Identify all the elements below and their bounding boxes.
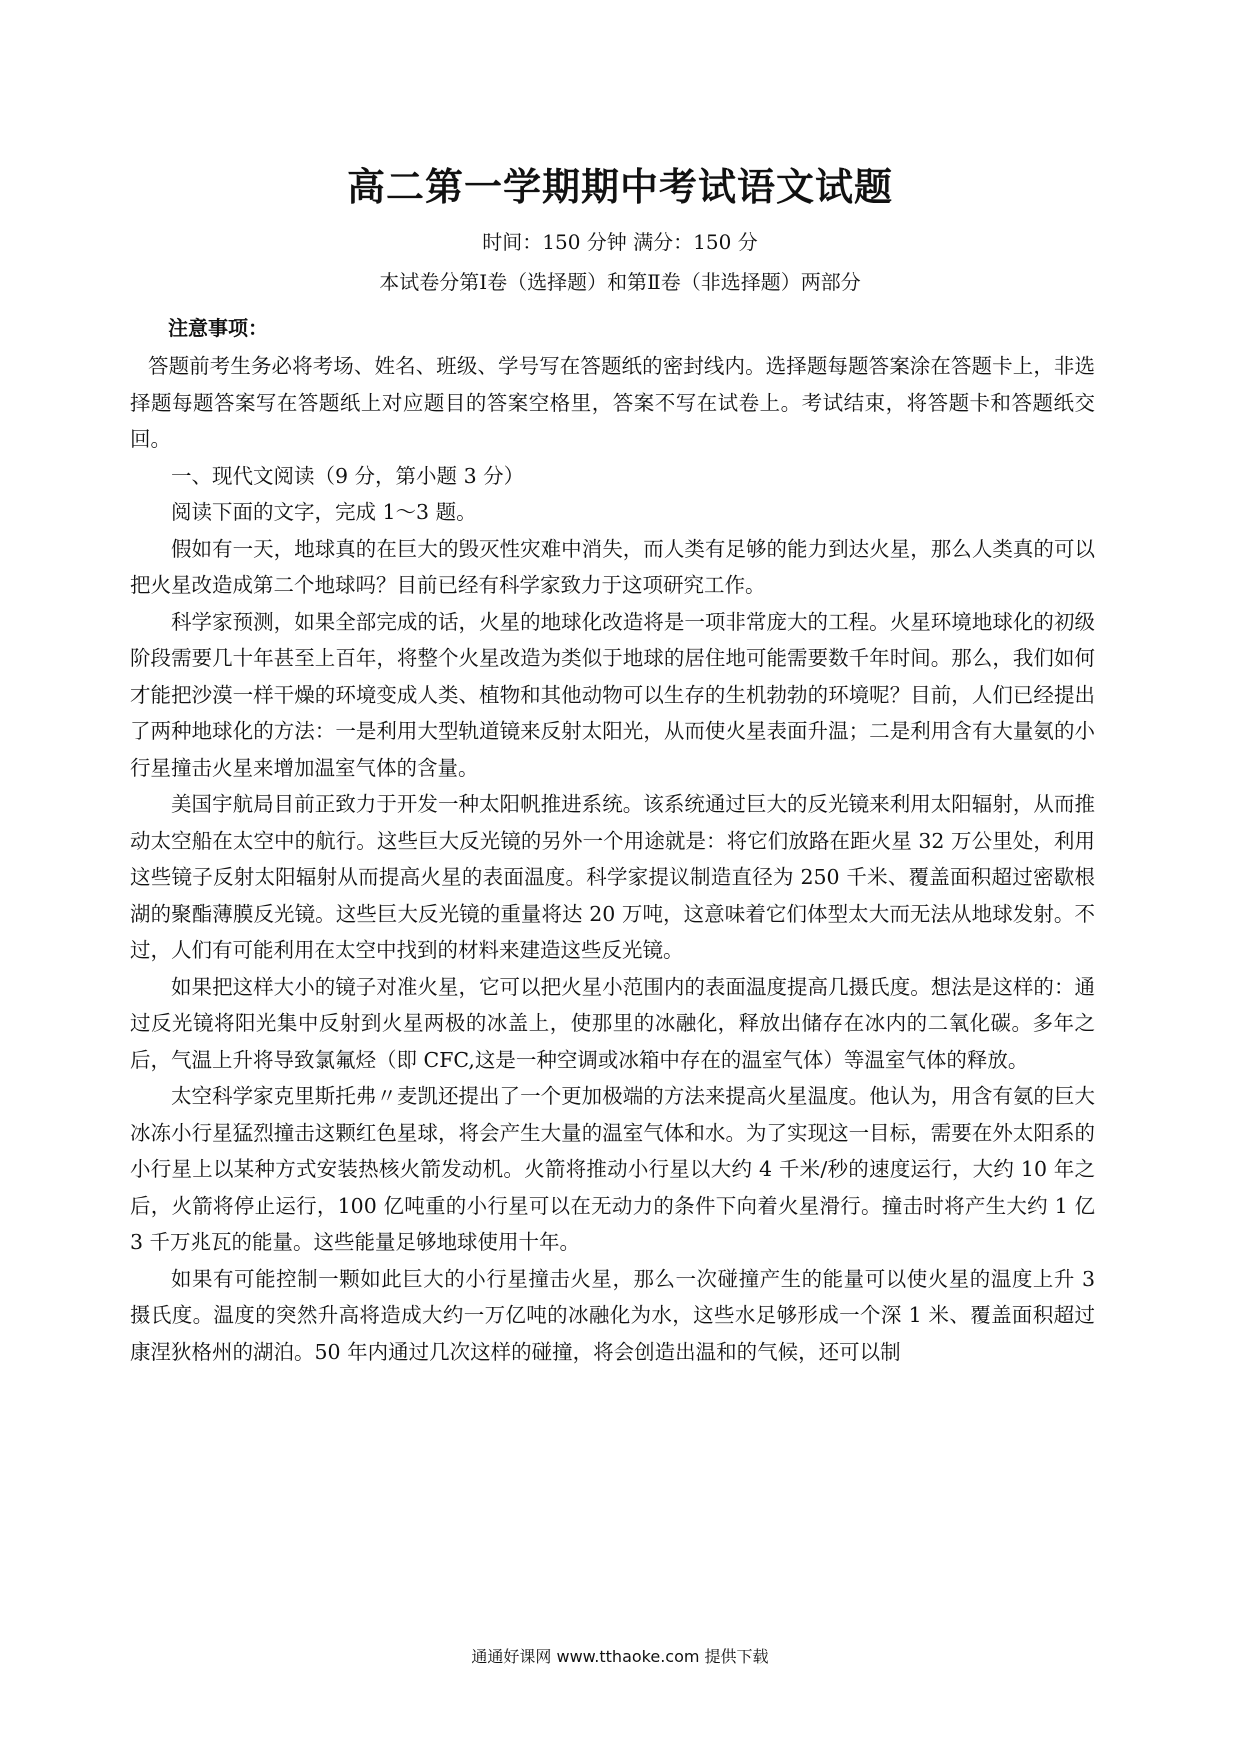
page-footer: 通通好课网 www.tthaoke.com 提供下载 [471, 1647, 769, 1666]
reading-instruction: 阅读下面的文字，完成 1～3 题。 [171, 500, 477, 524]
passage-paragraph: 如果把这样大小的镜子对准火星，它可以把火星小范围内的表面温度提高几摄氏度。想法是这样的：通过反光镜将阳光集中反射到火星两极的冰盖上，使那里的冰融化，释放出储存在冰内的二氧化碳。多年之后，气温上升将导致氯氟烃（即 CFC,这是一种空调或冰箱中存在的温室气体）等温室气体的释放。 [130, 974, 1095, 1072]
passage-paragraph: 太空科学家克里斯托弗〃麦凯还提出了一个更加极端的方法来提高火星温度。他认为，用含有氨的巨大冰冻小行星猛烈撞击这颗红色星球，将会产生大量的温室气体和水。为了实现这一目标，需要在外太阳系的小行星上以某种方式安装热核火箭发动机。火箭将推动小行星以大约 4 千米/秒的速度运行，大约 10 年之后，火箭将停止运行，100 亿吨重的小行星可以在无动力的条件下向着火星滑行。撞击时将产生大约 1 亿 3 千万兆瓦的能量。这些能量足够地球使用十年。 [130, 1084, 1095, 1254]
section-heading: 一、现代文阅读（9 分，第小题 3 分） [171, 463, 525, 488]
exam-time-score: 时间：150 分钟 满分：150 分 [482, 230, 758, 254]
passage-paragraph: 如果有可能控制一颗如此巨大的小行星撞击火星，那么一次碰撞产生的能量可以使火星的温度上升 3 摄氏度。温度的突然升高将造成大约一万亿吨的冰融化为水，这些水足够形成一个深 1 米、覆盖面积超过康涅狄格州的湖泊。50 年内通过几次这样的碰撞，将会创造出温和的气候，还可以制 [130, 1266, 1095, 1364]
notice-paragraph: 答题前考生务必将考场、姓名、班级、学号写在答题纸的密封线内。选择题每题答案涂在答题卡上，非选择题每题答案写在答题纸上对应题目的答案空格里，答案不写在试卷上。考试结束，将答题卡和答题纸交回。 [130, 354, 1095, 451]
notice-heading: 注意事项： [168, 316, 268, 340]
exam-structure: 本试卷分第Ⅰ卷（选择题）和第Ⅱ卷（非选择题）两部分 [379, 270, 861, 294]
passage-paragraph: 假如有一天，地球真的在巨大的毁灭性灾难中消失，而人类有足够的能力到达火星，那么人类真的可以把火星改造成第二个地球吗？目前已经有科学家致力于这项研究工作。 [130, 536, 1095, 597]
page-title: 高二第一学期期中考试语文试题 [346, 164, 893, 209]
document-body [130, 348, 1095, 1370]
passage-paragraph: 科学家预测，如果全部完成的话，火星的地球化改造将是一项非常庞大的工程。火星环境地球化的初级阶段需要几十年甚至上百年，将整个火星改造为类似于地球的居住地可能需要数千年时间。那么，我们如何才能把沙漠一样干燥的环境变成人类、植物和其他动物可以生存的生机勃勃的环境呢？目前，人们已经提出了两种地球化的方法：一是利用大型轨道镜来反射太阳光，从而使火星表面升温；二是利用含有大量氨的小行星撞击火星来增加温室气体的含量。 [130, 609, 1095, 780]
passage-paragraph: 美国宇航局目前正致力于开发一种太阳帆推进系统。该系统通过巨大的反光镜来利用太阳辐射，从而推动太空船在太空中的航行。这些巨大反光镜的另外一个用途就是：将它们放路在距火星 32 万公里处，利用这些镜子反射太阳辐射从而提高火星的表面温度。科学家提议制造直径为 250 千米、覆盖面积超过密歇根湖的聚酯薄膜反光镜。这些巨大反光镜的重量将达 20 万吨，这意味着它们体型太大而无法从地球发射。不过，人们有可能利用在太空中找到的材料来建造这些反光镜。 [130, 792, 1095, 962]
